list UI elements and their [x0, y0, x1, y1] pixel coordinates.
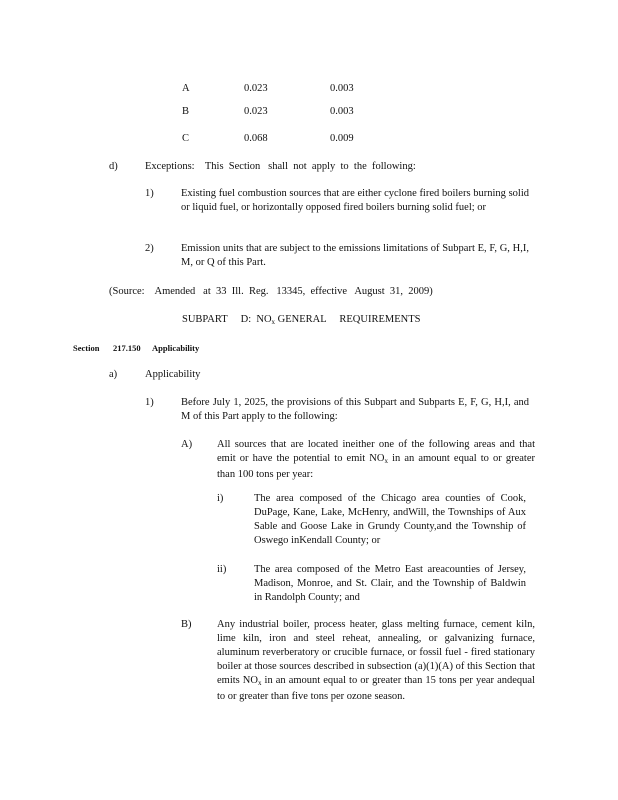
exception-1-marker: 1) [145, 188, 154, 199]
subsection-d-heading: Exceptions: This Section shall not apply to the following: [145, 161, 416, 172]
table-row-a-label: A [182, 83, 190, 94]
exception-2-text: Emission units that are subject to the emissions limitations of Subpart E, F, G, H,I, M, or Q of this Part. [181, 243, 529, 268]
item-1b-text: Any industrial boiler, process heater, glass melting furnace, cement kiln, lime kiln, iron and steel reheat, annealing, or galvanizing furnace, aluminum reverberatory or crucible furnace, or fossil fuel - fired stationary boiler at those sources described in subsection (a)(1)(A) of this Section that emits $NO_x$ in an amount equal to or greater than 15 tons per year andequal to or greater than five tons per ozone season. [217, 619, 535, 702]
item-1a-i-marker: i) [217, 493, 224, 504]
table-row-b-value-1: 0.023 [244, 106, 268, 117]
table-row-c-value-2: 0.009 [330, 133, 354, 144]
item-1a-ii-marker: ii) [217, 564, 227, 575]
item-1a-text: All sources that are located ineither one of the following areas and that emit or have the potential to emit $NO_x$ in an amount equal to or greater than 100 tons per year: [217, 439, 535, 480]
subsection-a-heading: Applicability [145, 369, 201, 380]
subsection-d-marker: d) [109, 161, 118, 172]
exception-2-marker: 2) [145, 243, 154, 254]
table-row-b-value-2: 0.003 [330, 106, 354, 117]
table-row-a-value-2: 0.003 [330, 83, 354, 94]
exception-1-text: Existing fuel combustion sources that are either cyclone fired boilers burning solid or liquid fuel, or horizontally opposed fired boilers burning solid fuel; or [181, 188, 529, 213]
subpart-heading: SUBPART D: $NO_x$ GENERAL REQUIREMENTS [182, 314, 421, 326]
table-row-c-value-1: 0.068 [244, 133, 268, 144]
item-1a-ii-text: The area composed of the Metro East areacounties of Jersey, Madison, Monroe, and St. Clair, and the Township of Baldwin in Randolph County; and [254, 564, 526, 603]
section-title: Applicability [152, 343, 200, 353]
source-note: (Source: Amended at 33 Ill. Reg. 13345, effective August 31, 2009) [109, 286, 433, 297]
item-1b-marker: B) [181, 619, 192, 630]
table-row-b-label: B [182, 106, 190, 117]
item-1a-marker: A) [181, 439, 193, 450]
table-row-c-label: C [182, 133, 190, 144]
section-number: 217.150 [113, 343, 141, 353]
table-row-a-value-1: 0.023 [244, 83, 268, 94]
item-1-marker: 1) [145, 397, 154, 408]
subsection-a-marker: a) [109, 369, 118, 380]
item-1a-i-text: The area composed of the Chicago area counties of Cook, DuPage, Kane, Lake, McHenry, andWill, the Townships of Aux Sable and Goose Lake in Grundy County,and the Township of Oswego inKendall County; or [254, 493, 526, 546]
item-1-text: Before July 1, 2025, the provisions of this Subpart and Subparts E, F, G, H,I, and M of this Part apply to the following: [181, 397, 529, 422]
section-label: Section [73, 343, 100, 353]
